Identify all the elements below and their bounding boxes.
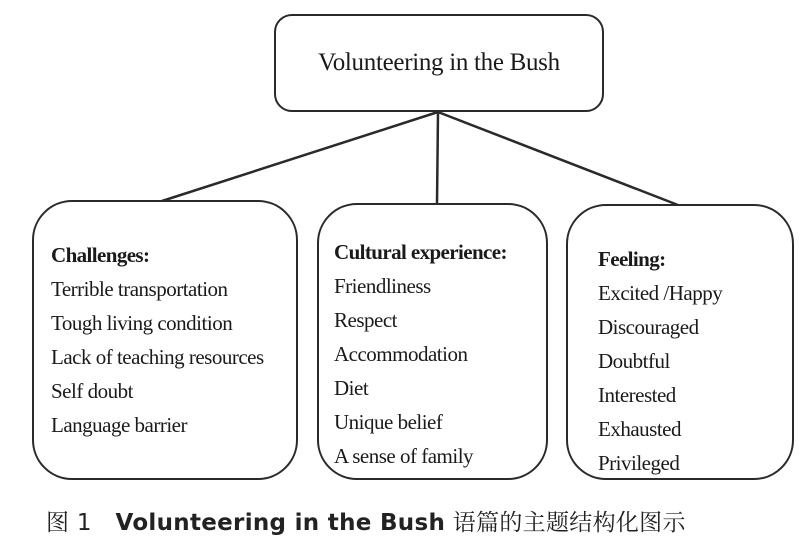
category-item: Diet	[334, 376, 369, 400]
category-box-cultural-experience	[317, 203, 548, 480]
category-item: Doubtful	[598, 349, 670, 373]
category-item: Friendliness	[334, 274, 431, 298]
category-item: Interested	[598, 383, 676, 407]
category-box-challenges	[32, 200, 298, 480]
category-item: Privileged	[598, 451, 680, 475]
category-item: Lack of teaching resources	[51, 345, 264, 369]
category-box-feeling	[566, 204, 794, 480]
category-heading: Cultural experience:	[334, 240, 507, 264]
category-item: Terrible transportation	[51, 277, 228, 301]
category-item: Language barrier	[51, 413, 187, 437]
category-item: Discouraged	[598, 315, 699, 339]
root-node	[274, 14, 604, 112]
category-item: Respect	[334, 308, 397, 332]
category-item: Accommodation	[334, 342, 468, 366]
connector-line-cultural-experience	[437, 112, 438, 204]
figure-title: Volunteering in the Bush	[115, 510, 446, 536]
figure-caption	[46, 504, 686, 537]
category-item: Excited /Happy	[598, 281, 723, 305]
category-item: Self doubt	[51, 379, 133, 403]
figure-number: 图 1	[46, 510, 92, 536]
category-heading: Feeling:	[598, 247, 666, 271]
connector-line-feeling	[438, 112, 678, 205]
figure-title-chinese: 语篇的主题结构化图示	[452, 510, 686, 536]
connector-line-challenges	[162, 112, 438, 201]
category-item: Unique belief	[334, 410, 443, 434]
category-item: Exhausted	[598, 417, 681, 441]
root-title: Volunteering in the Bush	[318, 49, 560, 76]
category-heading: Challenges:	[51, 243, 150, 267]
category-item: Tough living condition	[51, 311, 233, 335]
category-item: A sense of family	[334, 444, 474, 468]
